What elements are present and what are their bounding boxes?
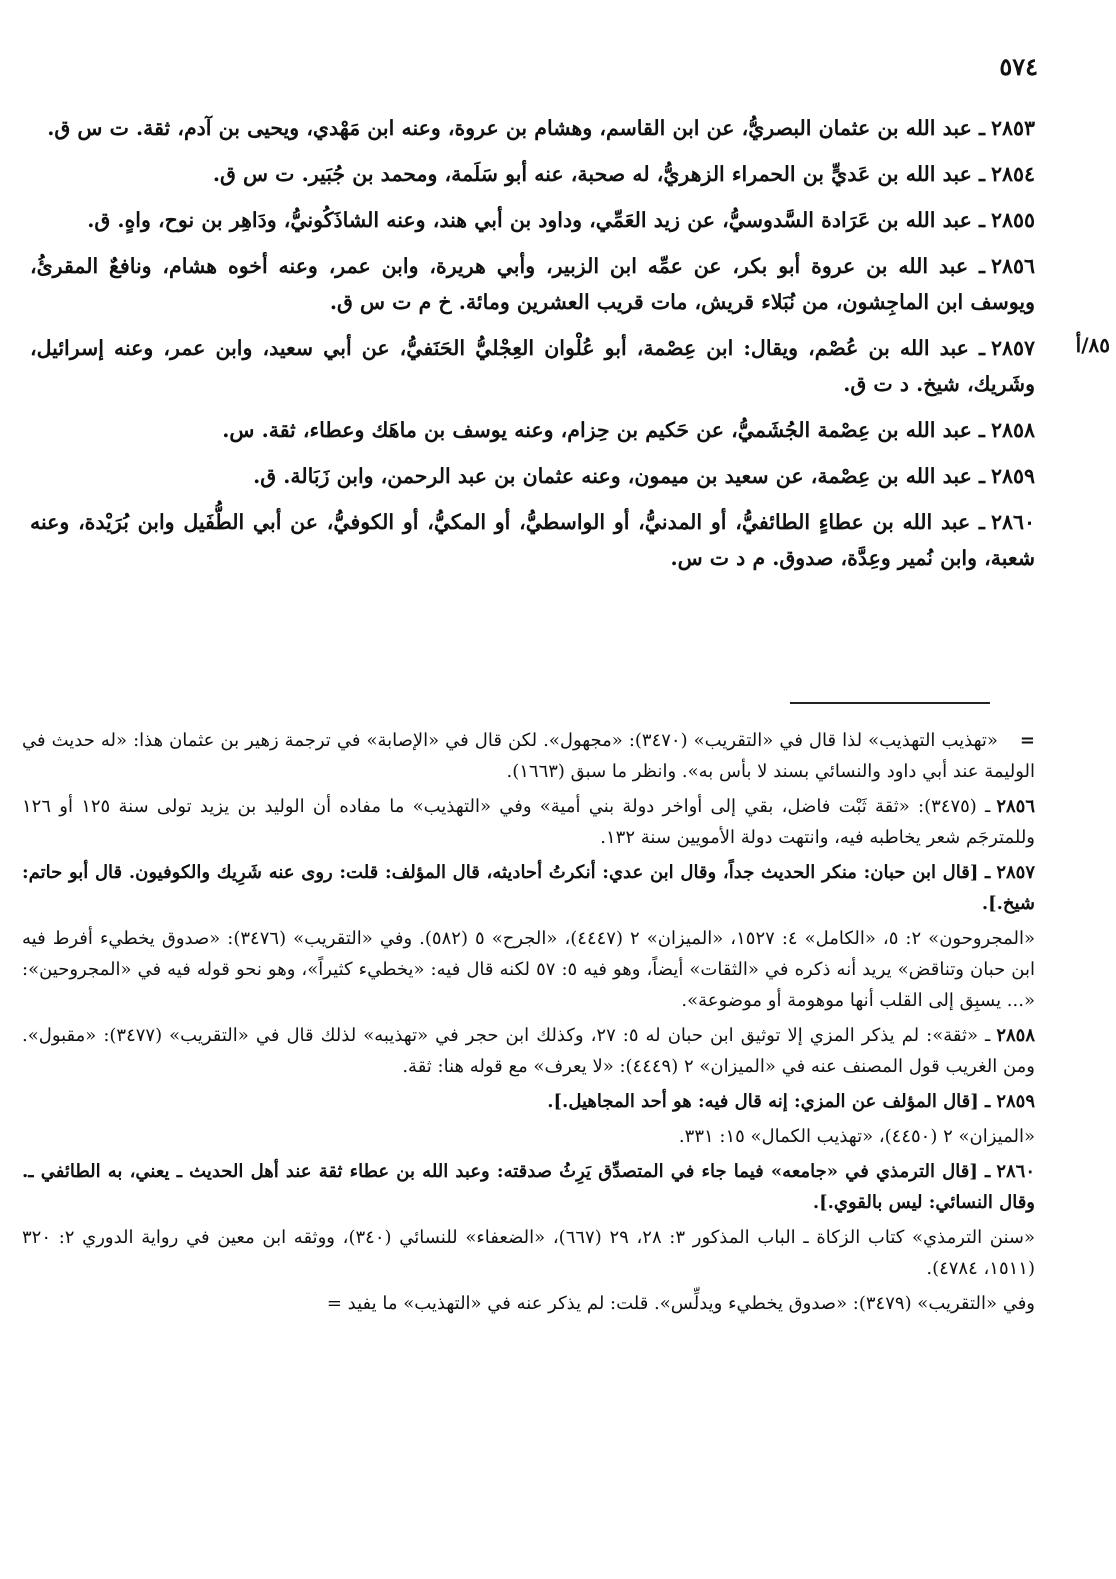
entry-number: ٢٨٥٦ xyxy=(990,254,1035,278)
entry-number: ٢٨٥٩ xyxy=(990,464,1035,488)
footnote-quote: ـ [قال ابن حبان: منكر الحديث جداً، وقال ابن عدي: أنكرتُ أحاديثه، قال المؤلف: قلت: روى عنه شَرِيك والكوفيون. قال أبو حاتم: شيخ.]. xyxy=(22,862,1035,914)
margin-folio-reference: ٨٥/أ xyxy=(1075,333,1110,357)
entry-number: ٢٨٥٨ xyxy=(990,418,1035,442)
entries-list xyxy=(30,110,1035,586)
footnote-2859-body xyxy=(22,1121,1035,1152)
footnote-2857 xyxy=(22,857,1035,919)
footnote-2856 xyxy=(22,791,1035,853)
entry-2858 xyxy=(30,412,1035,448)
entry-text: ـ عبد الله بن عَديٍّ بن الحمراء الزهريُّ، له صحبة، عنه أبو سَلَمة، ومحمد بن جُبَير. ت س ق. xyxy=(212,162,985,186)
entry-number: ٢٨٥٥ xyxy=(990,208,1035,232)
entry-text: ـ عبد الله بن عُصْم، ويقال: ابن عِصْمة، أبو عُلْوان العِجْليُّ الحَنَفيُّ، عن أبي سعيد، وابن عمر، وعنه إسرائيل، وشَريك، شيخ. د ت ق. xyxy=(30,336,1035,396)
entry-number: ٢٨٦٠ xyxy=(990,510,1035,534)
footnote-text: «سنن الترمذي» كتاب الزكاة ـ الباب المذكور ٣: ٢٨، ٢٩ (٦٦٧)، «الضعفاء» للنسائي (٣٤٠)، ووثقه ابن معين في رواية الدوري ٢: ٣٢٠ (١٥١١، ٤٧٨٤). xyxy=(22,1227,1035,1279)
footnote-continuation xyxy=(22,725,1035,787)
entry-2854 xyxy=(30,156,1035,192)
footnote-2858 xyxy=(22,1020,1035,1082)
entry-text: ـ عبد الله بن عَرَادة السَّدوسيُّ، عن زيد العَمِّي، وداود بن أبي هند، وعنه الشاذَكُونيُّ، ودَاهِر بن نوح، واهٍ. ق. xyxy=(87,208,985,232)
footnote-quote: ـ [قال الترمذي في «جامعه» فيما جاء في المتصدِّق يَرِثُ صدقته: وعبد الله بن عطاء ثقة عند أهل الحديث ـ يعني، به الطائفي ـ. وقال النسائي: ليس بالقوي.]. xyxy=(22,1161,1035,1213)
footnote-text: «الميزان» ٢ (٤٤٥٠)، «تهذيب الكمال» ١٥: ٣٣١. xyxy=(678,1126,1035,1147)
footnote-number: ٢٨٦٠ xyxy=(996,1161,1035,1182)
entry-2856 xyxy=(30,248,1035,320)
entry-2853 xyxy=(30,110,1035,146)
entry-text: ـ عبد الله بن عثمان البصريُّ، عن ابن القاسم، وهشام بن عروة، وعنه ابن مَهْدي، ويحيى بن آدم، ثقة. ت س ق. xyxy=(47,116,985,140)
footnote-text: ـ (٣٤٧٥): «ثقة ثَبْت فاضل، بقي إلى أواخر دولة بني أمية» وفي «التهذيب» ما مفاده أن الوليد بن يزيد تولى سنة ١٢٥ أو ١٢٦ وللمترجَم شعر يخاطبه فيه، وانتهت دولة الأمويين سنة ١٣٢. xyxy=(22,796,1035,848)
footnote-2859 xyxy=(22,1086,1035,1117)
entry-2859 xyxy=(30,458,1035,494)
entry-2860 xyxy=(30,504,1035,576)
footnote-number: ٢٨٥٦ xyxy=(996,796,1036,817)
footnote-number: ٢٨٥٨ xyxy=(996,1025,1035,1046)
entry-2857 xyxy=(30,330,1035,402)
footnote-text: ـ «ثقة»: لم يذكر المزي إلا توثيق ابن حبان له ٥: ٢٧، وكذلك ابن حجر في «تهذيبه» لذلك قال في «التقريب» (٣٤٧٧): «مقبول». ومن الغريب قول المصنف عنه في «الميزان» ٢ (٤٤٤٩): «لا يعرف» مع قوله هنا: ثقة. xyxy=(22,1025,1035,1077)
entry-number: ٢٨٥٣ xyxy=(990,116,1035,140)
footnote-text: «المجروحون» ٢: ٥، «الكامل» ٤: ١٥٢٧، «الميزان» ٢ (٤٤٤٧)، «الجرح» ٥ (٥٨٢). وفي «التقريب» (٣٤٧٦): «صدوق يخطيء أفرط فيه ابن حبان وتناقض» يريد أنه ذكره في «الثقات» أيضاً، وهو فيه ٥: ٥٧ لكنه قال فيه: «يخطيء كثيراً»، وهو نحو قوله فيه في «المجروحين»: «... يسبِق إلى القلب أنها موهومة أو موضوعة». xyxy=(22,928,1035,1011)
footnote-text: وفي «التقريب» (٣٤٧٩): «صدوق يخطيء ويدلِّس». قلت: لم يذكر عنه في «التهذيب» ما يفيد = xyxy=(326,1293,1035,1314)
footnotes xyxy=(22,725,1035,1323)
footnote-2860-body-2 xyxy=(22,1288,1035,1319)
entry-text: ـ عبد الله بن عِصْمة، عن سعيد بن ميمون، وعنه عثمان بن عبد الرحمن، وابن زَبَالة. ق. xyxy=(253,464,985,488)
continuation-mark: = xyxy=(1019,730,1035,751)
footnote-text: «تهذيب التهذيب» لذا قال في «التقريب» (٣٤٧٠): «مجهول». لكن قال في «الإصابة» في ترجمة زهير بن عثمان هذا: «له حديث في الوليمة عند أبي داود والنسائي بسند لا بأس به». وانظر ما سبق (١٦٦٣). xyxy=(22,730,1035,782)
entry-number: ٢٨٥٤ xyxy=(990,162,1035,186)
footnote-separator xyxy=(790,702,990,704)
entry-text: ـ عبد الله بن عِصْمة الجُشَميُّ، عن حَكيم بن حِزام، وعنه يوسف بن ماهَك وعطاء، ثقة. س. xyxy=(222,418,985,442)
entry-text: ـ عبد الله بن عروة أبو بكر، عن عمِّه ابن الزبير، وأبي هريرة، وابن عمر، وعنه أخوه هشام، ونافعٌ المقرئُ، ويوسف ابن الماجِشون، من نُبَلاء قريش، مات قريب العشرين ومائة. خ م ت س ق. xyxy=(30,254,1035,314)
entry-number: ٢٨٥٧ xyxy=(990,336,1035,360)
footnote-2860-body xyxy=(22,1222,1035,1284)
footnote-number: ٢٨٥٩ xyxy=(996,1091,1035,1112)
footnote-2857-body xyxy=(22,923,1035,1016)
page-number: ٥٧٤ xyxy=(999,52,1038,81)
footnote-number: ٢٨٥٧ xyxy=(996,862,1035,883)
footnote-2860 xyxy=(22,1156,1035,1218)
footnote-quote: ـ [قال المؤلف عن المزي: إنه قال فيه: هو أحد المجاهيل.]. xyxy=(547,1091,991,1112)
entry-text: ـ عبد الله بن عطاءٍ الطائفيُّ، أو المدنيُّ، أو الواسطيُّ، أو المكيُّ، أو الكوفيُّ، عن أبي الطُّفَيل وابن بُرَيْدة، وعنه شعبة، وابن نُمير وعِدَّة، صدوق. م د ت س. xyxy=(30,510,1035,570)
entry-2855 xyxy=(30,202,1035,238)
